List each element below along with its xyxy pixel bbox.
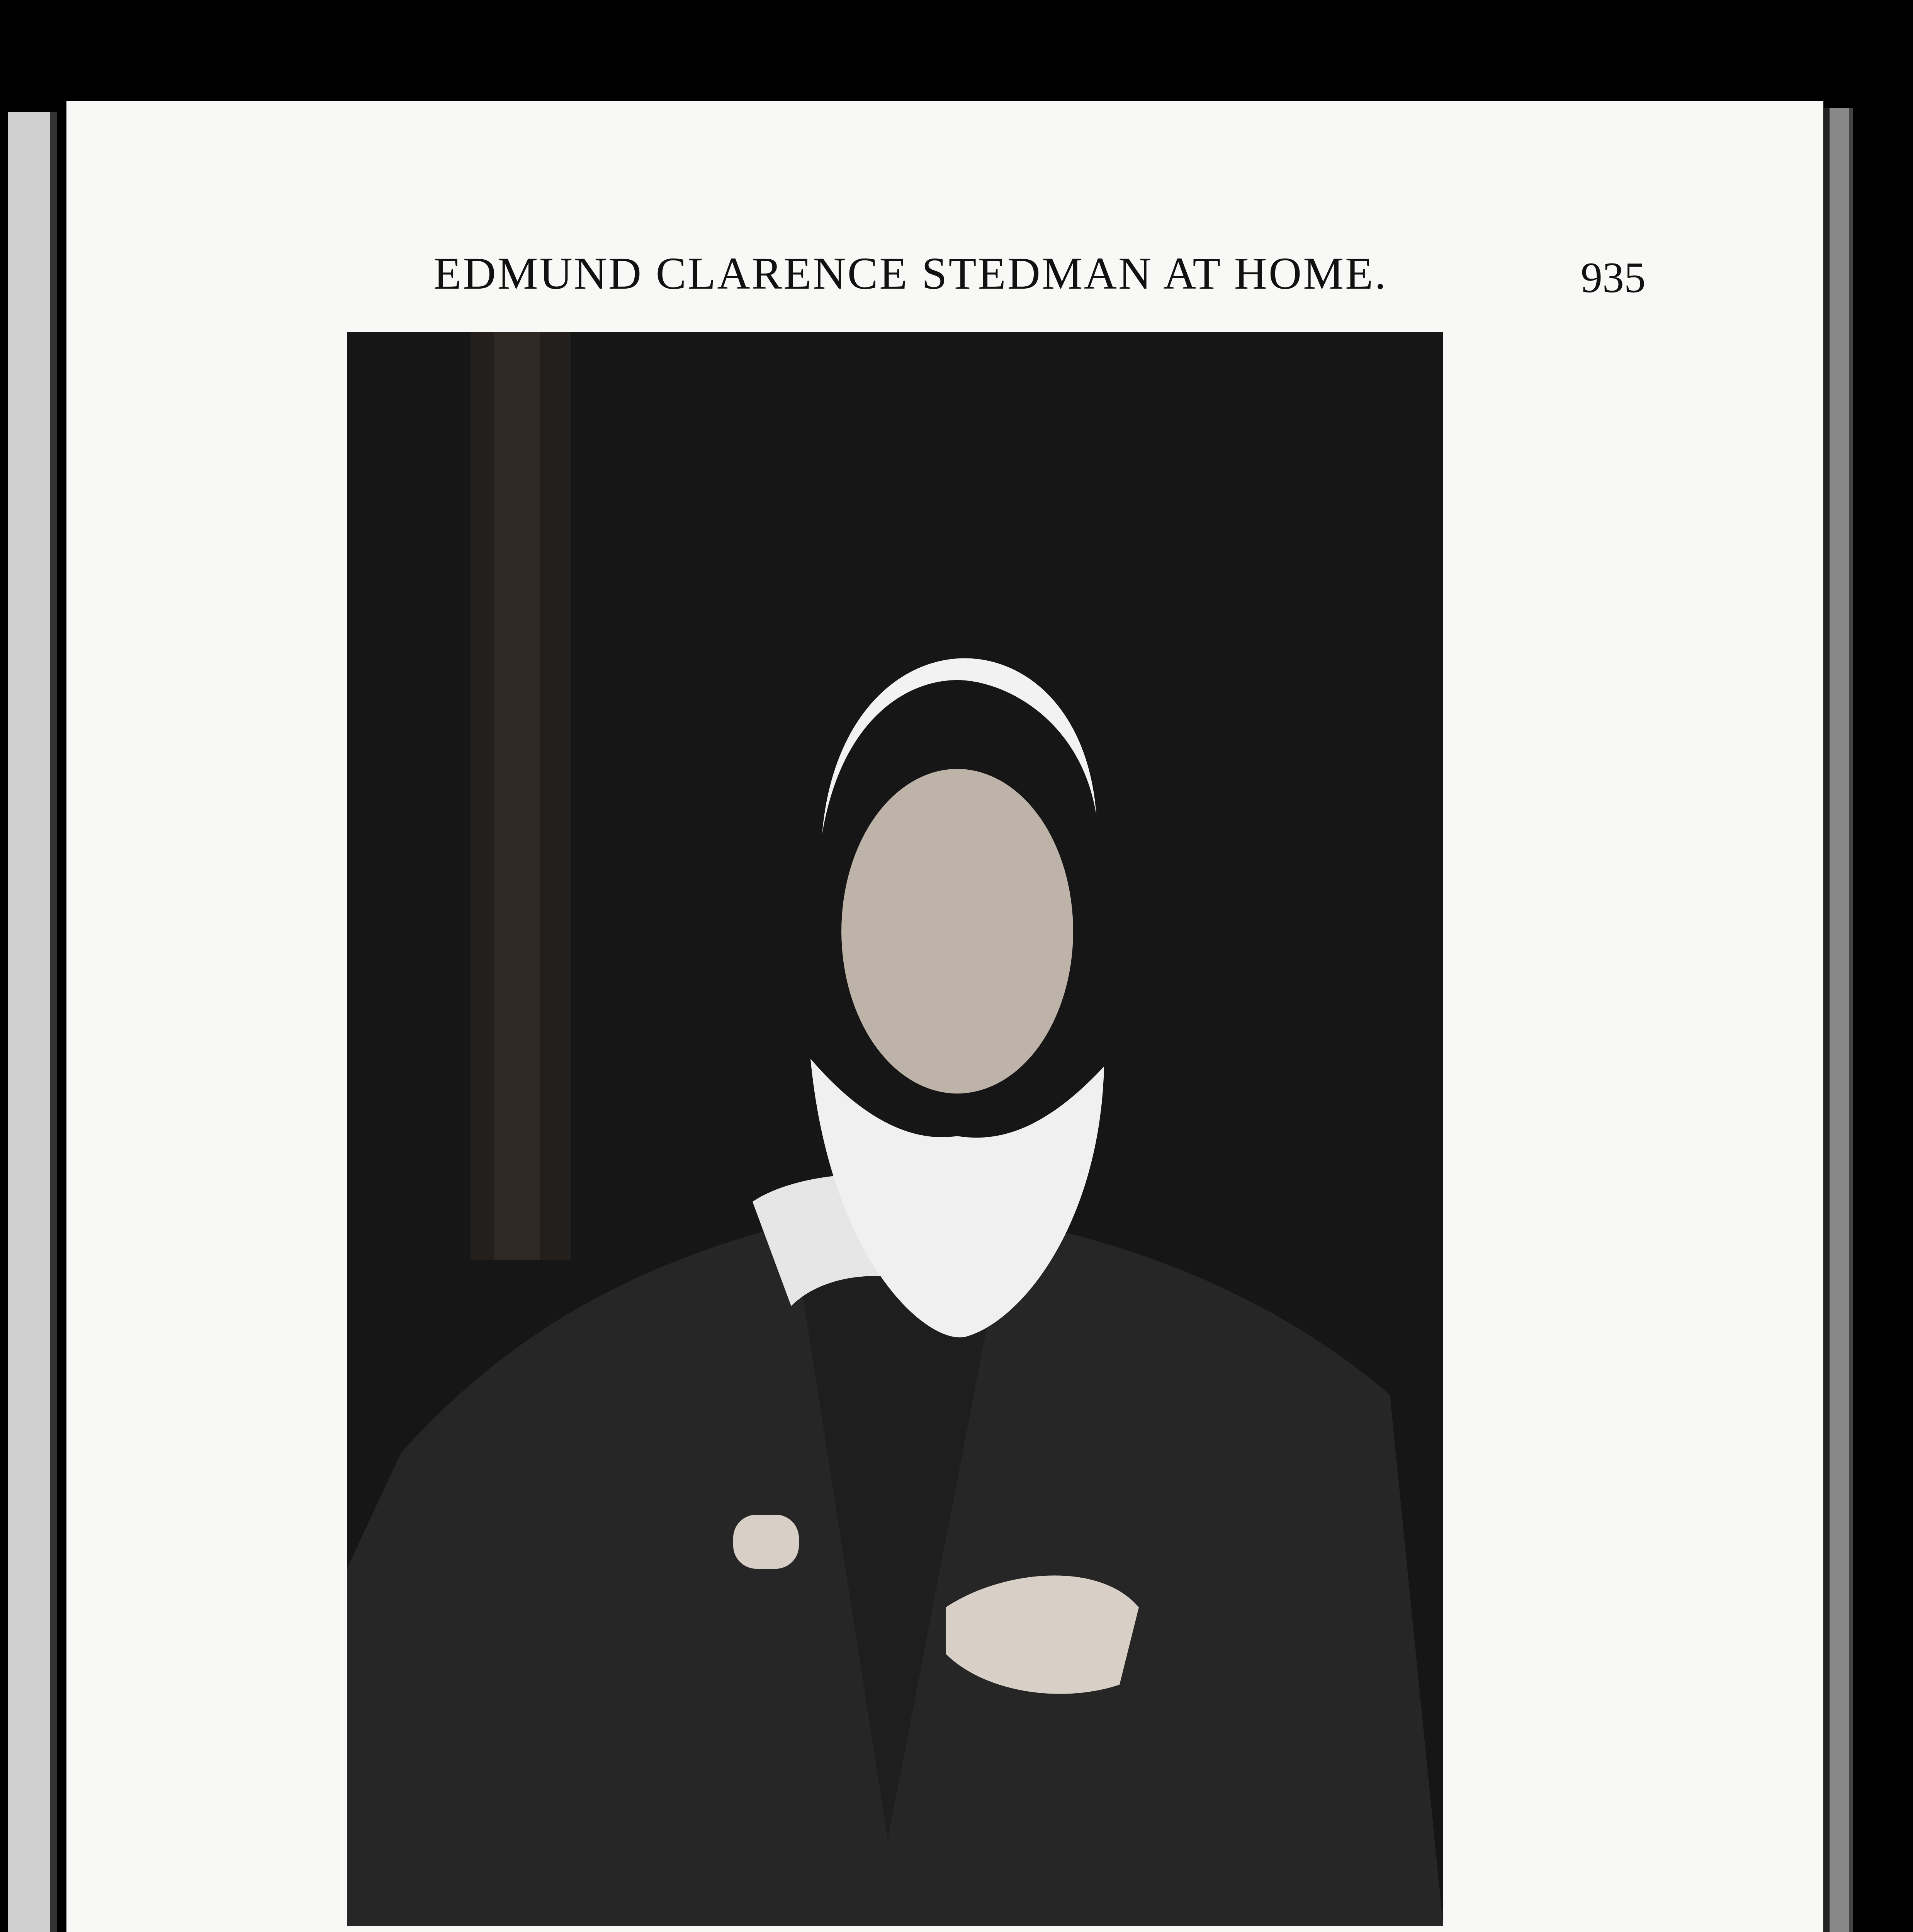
left-page-edge [8, 112, 57, 1932]
right-page-edge [1824, 108, 1853, 1932]
page-number: 935 [1581, 254, 1646, 302]
running-title: EDMUND CLARENCE STEDMAN AT HOME. [433, 248, 1388, 299]
portrait-photograph [347, 332, 1443, 1926]
